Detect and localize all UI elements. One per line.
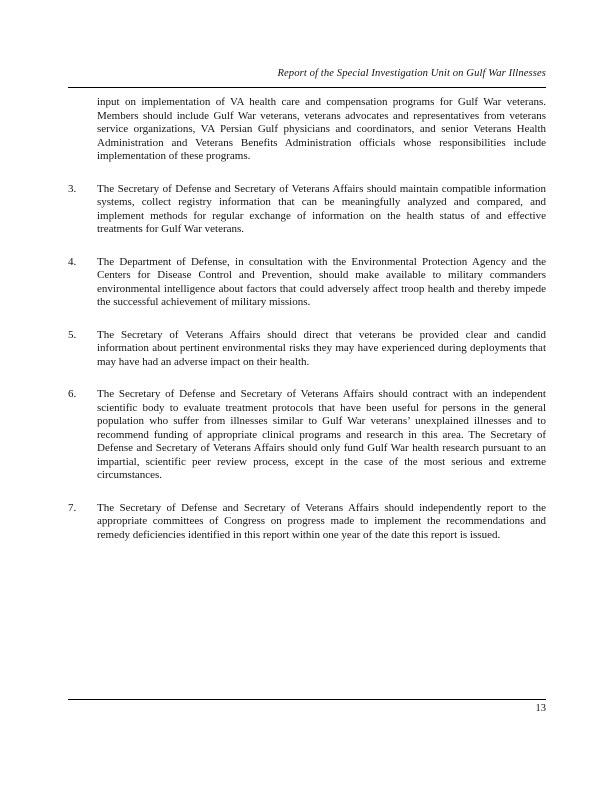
page-body xyxy=(68,96,546,561)
header-rule xyxy=(68,87,546,88)
recommendation-item-6 xyxy=(68,388,546,483)
item-text: The Secretary of Defense and Secretary of Veterans Affairs should independently report to the appropriate committees of Congress on progress made to implement the recommendations and remedy deficiencies identified in this report within one year of the date this report is issued. xyxy=(97,501,546,541)
running-header-title: Report of the Special Investigation Unit on Gulf War Illnesses xyxy=(277,68,546,79)
footer-rule xyxy=(68,699,546,700)
item-text: The Secretary of Defense and Secretary of Veterans Affairs should contract with an independent scientific body to evaluate treatment protocols that have been useful for persons in the general population who suffer from illnesses similar to Gulf War veterans’ unexplained illnesses and to recommend funding of appropriate clinical programs and research in this area. The Secretary of Defense and Secretary of Veterans Affairs should only fund Gulf War health research pursuant to an impartial, scientific peer review process, except in the case of the most serious and extreme circumstances. xyxy=(97,388,546,481)
recommendation-item-5 xyxy=(68,329,546,370)
item-number: 6. xyxy=(68,388,77,400)
recommendation-item-7 xyxy=(68,502,546,543)
item-number: 3. xyxy=(68,182,77,195)
item-text: The Secretary of Defense and Secretary of Veterans Affairs should maintain compatible information systems, collect registry information that can be meaningfully analyzed and compared, and implement methods for regular exchange of information on the health status of and effective treatments for Gulf War veterans. xyxy=(97,182,546,235)
recommendation-item-3 xyxy=(68,183,546,237)
recommendation-item-4 xyxy=(68,256,546,310)
item-number: 5. xyxy=(68,328,77,341)
item-number: 4. xyxy=(68,255,77,268)
item-text: The Secretary of Veterans Affairs should direct that veterans be provided clear and candid information about pertinent environmental risks they may have experienced during deployments that may have had an adverse impact on their health. xyxy=(97,328,546,368)
page-number: 13 xyxy=(535,703,546,714)
item-number: 7. xyxy=(68,501,77,514)
continuation-paragraph: input on implementation of VA health care and compensation programs for Gulf War veterans. Members should include Gulf War veterans, veterans advocates and representatives from veterans service organizations, VA Persian Gulf physicians and coordinators, and senior Veterans Health Administration and Veterans Benefits Administration officials whose responsibilities include implementation of these programs. xyxy=(97,96,546,162)
item-text: The Department of Defense, in consultation with the Environmental Protection Agency and the Centers for Disease Control and Prevention, should make available to military commanders environmental intelligence about factors that could adversely affect troop health and thereby impede the successful achievement of military missions. xyxy=(97,255,546,308)
